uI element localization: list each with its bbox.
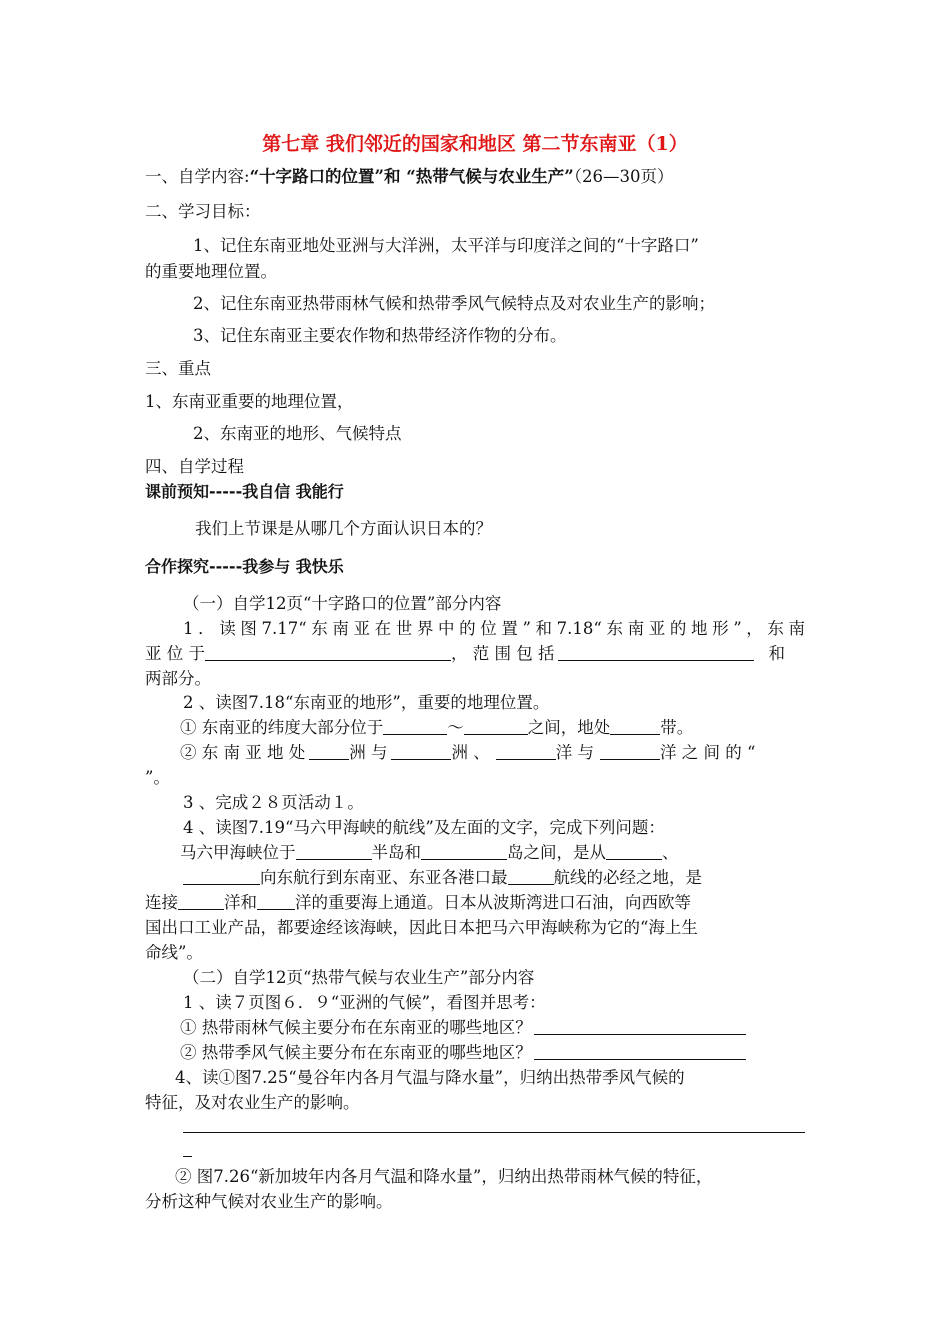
question-line: 马六甲海峡位于 半岛和 岛之间，是从 、	[180, 843, 679, 862]
question-line: 2 、读图7.18“东南亚的地形”，重要的地理位置。	[183, 693, 550, 712]
blank[interactable]	[183, 867, 260, 885]
question-line: ① 热带雨林气候主要分布在东南亚的哪些地区？	[180, 1016, 845, 1040]
question-line: 向东航行到东南亚、东亚各港口最 航线的必经之地，是	[183, 866, 848, 890]
label: 一、自学内容:	[145, 167, 250, 186]
question-line: 国出口工业产品，都要途经该海峡，因此日本把马六甲海峡称为它的“海上生	[145, 918, 698, 937]
blank[interactable]	[391, 742, 451, 760]
question-line: ① 东南亚的纬度大部分位于 ～ 之间，地处 带。	[180, 718, 694, 737]
question-line: 4、读①图7.25“曼谷年内各月气温与降水量”，归纳出热带季风气候的	[175, 1068, 685, 1087]
section-heading: 三、重点	[145, 359, 211, 378]
part-heading: （二）自学12页“热带气候与农业生产”部分内容	[183, 968, 535, 987]
page-title: 第七章 我们邻近的国家和地区 第二节东南亚（1）	[262, 133, 688, 155]
blank[interactable]	[610, 717, 660, 735]
section-heading: 四、自学过程	[145, 457, 244, 476]
blank[interactable]	[464, 717, 528, 735]
blank[interactable]	[600, 742, 660, 760]
blank[interactable]	[534, 1042, 746, 1060]
blank[interactable]	[309, 742, 349, 760]
blank[interactable]	[496, 742, 556, 760]
blank[interactable]	[534, 1017, 746, 1035]
blank[interactable]	[257, 892, 295, 910]
question-line: 分析这种气候对农业生产的影响。	[145, 1192, 393, 1211]
question-line: 亚 位 于 ， 范 围 包 括 和	[145, 644, 785, 663]
goal-item: 2、记住东南亚热带雨林气候和热带季风气候特点及对农业生产的影响；	[193, 294, 715, 313]
answer-line-end	[183, 1156, 192, 1157]
blank[interactable]	[178, 892, 224, 910]
blank[interactable]	[421, 842, 507, 860]
blank[interactable]	[383, 717, 447, 735]
question-line: ② 热带季风气候主要分布在东南亚的哪些地区？	[180, 1041, 845, 1065]
question-line: ② 东 南 亚 地 处 洲 与 洲 、 洋 与 洋 之 间 的 “	[180, 743, 756, 762]
part-heading: （一）自学12页“十字路口的位置”部分内容	[183, 594, 502, 613]
question-line: ”。	[145, 768, 170, 787]
question-line: 1．读图7.17“东南亚在世界中的位置”和7.18“东南亚的地形”，东南	[183, 619, 805, 638]
key-point: 2、东南亚的地形、气候特点	[193, 424, 402, 443]
goal-item: 3、记住东南亚主要农作物和热带经济作物的分布。	[193, 326, 567, 345]
goal-item: 1、记住东南亚地处亚洲与大洋洲，太平洋与印度洋之间的“十字路口”	[193, 236, 699, 255]
self-study-content-line	[145, 165, 810, 189]
blank[interactable]	[606, 842, 662, 860]
subsection-heading: 课前预知-----我自信 我能行	[145, 482, 344, 501]
question-line: 两部分。	[145, 669, 211, 688]
blank[interactable]	[508, 867, 554, 885]
blank[interactable]	[205, 643, 451, 661]
question-line: 特征，及对农业生产的影响。	[145, 1093, 360, 1112]
key-point: 1、东南亚重要的地理位置，	[145, 392, 354, 411]
section-heading: 二、学习目标：	[145, 202, 261, 221]
topic: “十字路口的位置”和 “热带气候与农业生产”	[249, 167, 574, 186]
question-line: 4 、读图7.19“马六甲海峡的航线”及左面的文字，完成下列问题：	[183, 818, 665, 837]
blank[interactable]	[558, 643, 754, 661]
question: 我们上节课是从哪几个方面认识日本的？	[195, 519, 492, 538]
question-line: 连接 洋和 洋的重要海上通道。日本从波斯湾进口石油，向西欧等	[145, 893, 691, 912]
question-line: 3 、完成２８页活动１。	[183, 793, 364, 812]
goal-item-cont: 的重要地理位置。	[145, 262, 277, 281]
answer-line[interactable]	[183, 1132, 805, 1133]
question-line: ② 图7.26“新加坡年内各月气温和降水量”，归纳出热带雨林气候的特征，	[175, 1167, 713, 1186]
subsection-heading: 合作探究-----我参与 我快乐	[145, 557, 344, 576]
question-line: 1 、读７页图６．９“亚洲的气候”，看图并思考：	[183, 993, 546, 1012]
pages: （26—30页）	[573, 167, 674, 186]
question-line: 命线”。	[145, 943, 203, 962]
blank[interactable]	[296, 842, 372, 860]
